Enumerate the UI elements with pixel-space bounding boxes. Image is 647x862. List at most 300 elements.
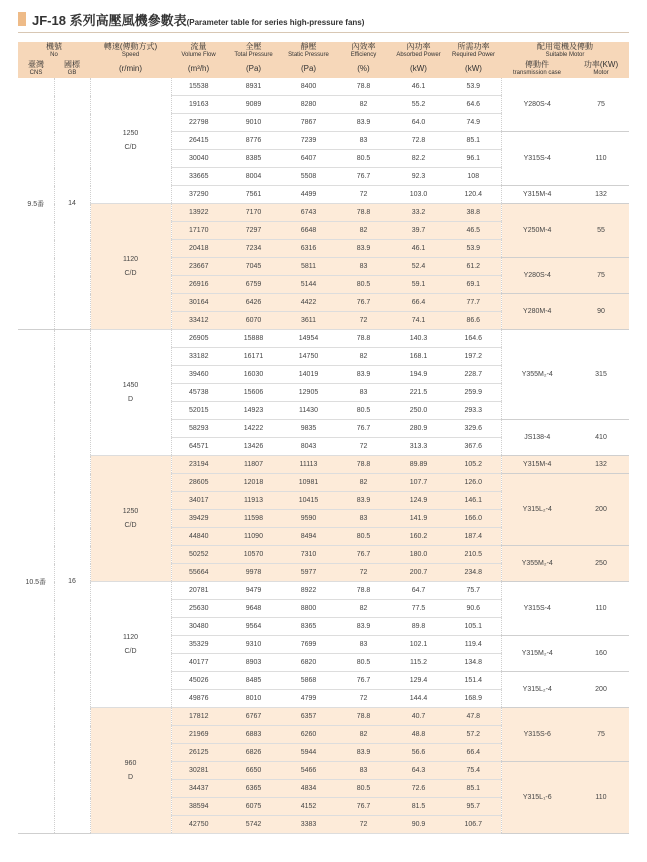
required-power-cell: 119.4	[446, 636, 501, 654]
transmission-model: Y315L₂-4	[501, 474, 573, 546]
absorbed-power-cell: 129.4	[391, 672, 446, 690]
header-flow: 流量 Volume Flow	[171, 42, 226, 60]
efficiency-cell: 76.7	[336, 546, 391, 564]
static-pressure-cell: 6260	[281, 726, 336, 744]
absorbed-power-cell: 115.2	[391, 654, 446, 672]
absorbed-power-cell: 46.1	[391, 78, 446, 96]
static-pressure-cell: 8365	[281, 618, 336, 636]
flow-cell: 26905	[171, 330, 226, 348]
absorbed-power-cell: 72.8	[391, 132, 446, 150]
absorbed-power-cell: 102.1	[391, 636, 446, 654]
total-pressure-cell: 16030	[226, 366, 281, 384]
motor-power: 200	[573, 474, 629, 546]
efficiency-cell: 82	[336, 726, 391, 744]
required-power-cell: 166.0	[446, 510, 501, 528]
static-pressure-cell: 5508	[281, 168, 336, 186]
static-pressure-cell: 4422	[281, 294, 336, 312]
total-pressure-cell: 7234	[226, 240, 281, 258]
required-power-cell: 47.8	[446, 708, 501, 726]
total-pressure-cell: 7045	[226, 258, 281, 276]
total-pressure-cell: 9010	[226, 114, 281, 132]
absorbed-power-cell: 200.7	[391, 564, 446, 582]
efficiency-cell: 72	[336, 564, 391, 582]
motor-power: 315	[573, 330, 629, 420]
fan-no-cns: 9.5番	[18, 78, 54, 330]
required-power-cell: 75.7	[446, 582, 501, 600]
title-accent-mark	[18, 12, 26, 26]
efficiency-cell: 83	[336, 132, 391, 150]
efficiency-cell: 82	[336, 96, 391, 114]
static-pressure-cell: 8494	[281, 528, 336, 546]
flow-cell: 50252	[171, 546, 226, 564]
absorbed-power-cell: 64.0	[391, 114, 446, 132]
absorbed-power-cell: 89.8	[391, 618, 446, 636]
flow-cell: 19163	[171, 96, 226, 114]
required-power-cell: 293.3	[446, 402, 501, 420]
absorbed-power-cell: 59.1	[391, 276, 446, 294]
required-power-cell: 61.2	[446, 258, 501, 276]
static-pressure-cell: 11113	[281, 456, 336, 474]
title-bar	[18, 10, 629, 28]
total-pressure-cell: 7297	[226, 222, 281, 240]
header-sp-unit: (Pa)	[281, 60, 336, 78]
efficiency-cell: 80.5	[336, 150, 391, 168]
flow-cell: 39460	[171, 366, 226, 384]
speed-value: 1450	[122, 381, 139, 389]
absorbed-power-cell: 77.5	[391, 600, 446, 618]
motor-power: 132	[573, 186, 629, 204]
efficiency-cell: 78.8	[336, 204, 391, 222]
total-pressure-cell: 11913	[226, 492, 281, 510]
flow-cell: 49876	[171, 690, 226, 708]
motor-power: 90	[573, 294, 629, 330]
efficiency-cell: 72	[336, 438, 391, 456]
total-pressure-cell: 11598	[226, 510, 281, 528]
required-power-cell: 53.9	[446, 240, 501, 258]
static-pressure-cell: 10415	[281, 492, 336, 510]
table-row	[18, 204, 629, 222]
absorbed-power-cell: 55.2	[391, 96, 446, 114]
motor-power: 160	[573, 636, 629, 672]
flow-cell: 26125	[171, 744, 226, 762]
drive-mode: C/D	[124, 143, 137, 151]
static-pressure-cell: 14750	[281, 348, 336, 366]
speed-value: 1250	[122, 507, 139, 515]
static-pressure-cell: 7239	[281, 132, 336, 150]
efficiency-cell: 76.7	[336, 420, 391, 438]
required-power-cell: 151.4	[446, 672, 501, 690]
table-body	[18, 78, 629, 834]
drive-mode: C/D	[124, 521, 137, 529]
speed-cell	[90, 204, 171, 330]
required-power-cell: 74.9	[446, 114, 501, 132]
total-pressure-cell: 14222	[226, 420, 281, 438]
required-power-cell: 108	[446, 168, 501, 186]
flow-cell: 20418	[171, 240, 226, 258]
static-pressure-cell: 7699	[281, 636, 336, 654]
total-pressure-cell: 6883	[226, 726, 281, 744]
efficiency-cell: 83	[336, 636, 391, 654]
transmission-model: JS138-4	[501, 420, 573, 456]
static-pressure-cell: 4499	[281, 186, 336, 204]
required-power-cell: 75.4	[446, 762, 501, 780]
total-pressure-cell: 8776	[226, 132, 281, 150]
absorbed-power-cell: 92.3	[391, 168, 446, 186]
efficiency-cell: 83	[336, 384, 391, 402]
flow-cell: 15538	[171, 78, 226, 96]
static-pressure-cell: 5977	[281, 564, 336, 582]
required-power-cell: 66.4	[446, 744, 501, 762]
total-pressure-cell: 9978	[226, 564, 281, 582]
total-pressure-cell: 6075	[226, 798, 281, 816]
required-power-cell: 86.6	[446, 312, 501, 330]
efficiency-cell: 78.8	[336, 582, 391, 600]
flow-cell: 64571	[171, 438, 226, 456]
transmission-model: Y315M-4	[501, 456, 573, 474]
efficiency-cell: 80.5	[336, 528, 391, 546]
total-pressure-cell: 9648	[226, 600, 281, 618]
absorbed-power-cell: 160.2	[391, 528, 446, 546]
required-power-cell: 126.0	[446, 474, 501, 492]
flow-cell: 26916	[171, 276, 226, 294]
flow-cell: 30040	[171, 150, 226, 168]
absorbed-power-cell: 46.1	[391, 240, 446, 258]
header-speed-unit: (r/min)	[90, 60, 171, 78]
efficiency-cell: 76.7	[336, 294, 391, 312]
required-power-cell: 53.9	[446, 78, 501, 96]
total-pressure-cell: 6767	[226, 708, 281, 726]
absorbed-power-cell: 144.4	[391, 690, 446, 708]
efficiency-cell: 83	[336, 258, 391, 276]
total-pressure-cell: 16171	[226, 348, 281, 366]
absorbed-power-cell: 40.7	[391, 708, 446, 726]
fan-no-gb: 14	[54, 78, 90, 330]
static-pressure-cell: 7867	[281, 114, 336, 132]
required-power-cell: 77.7	[446, 294, 501, 312]
efficiency-cell: 83.9	[336, 240, 391, 258]
required-power-cell: 146.1	[446, 492, 501, 510]
flow-cell: 37290	[171, 186, 226, 204]
motor-power: 75	[573, 708, 629, 762]
speed-cell	[90, 708, 171, 834]
absorbed-power-cell: 39.7	[391, 222, 446, 240]
flow-cell: 23667	[171, 258, 226, 276]
required-power-cell: 96.1	[446, 150, 501, 168]
motor-power: 110	[573, 132, 629, 186]
flow-cell: 58293	[171, 420, 226, 438]
header-efficiency: 內效率 Efficiency	[336, 42, 391, 60]
header-transmission: 傳動件 transmission case	[501, 60, 573, 78]
absorbed-power-cell: 64.3	[391, 762, 446, 780]
flow-cell: 45026	[171, 672, 226, 690]
static-pressure-cell: 6357	[281, 708, 336, 726]
efficiency-cell: 83.9	[336, 744, 391, 762]
total-pressure-cell: 8010	[226, 690, 281, 708]
table-row	[18, 78, 629, 96]
parameter-table	[18, 42, 629, 834]
transmission-model: Y315M-4	[501, 186, 573, 204]
header-absorbed-power: 內功率 Absorbed Power	[391, 42, 446, 60]
efficiency-cell: 76.7	[336, 798, 391, 816]
header-no: 機號 No	[18, 42, 90, 60]
required-power-cell: 69.1	[446, 276, 501, 294]
absorbed-power-cell: 140.3	[391, 330, 446, 348]
absorbed-power-cell: 52.4	[391, 258, 446, 276]
flow-cell: 33182	[171, 348, 226, 366]
absorbed-power-cell: 72.6	[391, 780, 446, 798]
motor-power: 110	[573, 762, 629, 834]
header-gb: 國標 GB	[54, 60, 90, 78]
table-row	[18, 456, 629, 474]
total-pressure-cell: 11090	[226, 528, 281, 546]
required-power-cell: 329.6	[446, 420, 501, 438]
static-pressure-cell: 14019	[281, 366, 336, 384]
total-pressure-cell: 15606	[226, 384, 281, 402]
header-motor-power: 功率(KW) Motor	[573, 60, 629, 78]
table-row	[18, 330, 629, 348]
efficiency-cell: 82	[336, 474, 391, 492]
static-pressure-cell: 8922	[281, 582, 336, 600]
static-pressure-cell: 6820	[281, 654, 336, 672]
speed-value: 1120	[122, 255, 139, 263]
absorbed-power-cell: 33.2	[391, 204, 446, 222]
flow-cell: 44840	[171, 528, 226, 546]
required-power-cell: 164.6	[446, 330, 501, 348]
total-pressure-cell: 7170	[226, 204, 281, 222]
absorbed-power-cell: 124.9	[391, 492, 446, 510]
static-pressure-cell: 12905	[281, 384, 336, 402]
efficiency-cell: 83.9	[336, 366, 391, 384]
static-pressure-cell: 4799	[281, 690, 336, 708]
flow-cell: 17812	[171, 708, 226, 726]
static-pressure-cell: 5466	[281, 762, 336, 780]
absorbed-power-cell: 180.0	[391, 546, 446, 564]
required-power-cell: 168.9	[446, 690, 501, 708]
transmission-model: Y315S-4	[501, 582, 573, 636]
static-pressure-cell: 5811	[281, 258, 336, 276]
absorbed-power-cell: 107.7	[391, 474, 446, 492]
table-row	[18, 582, 629, 600]
static-pressure-cell: 8043	[281, 438, 336, 456]
header-static-pressure: 靜壓 Static Pressure	[281, 42, 336, 60]
absorbed-power-cell: 194.9	[391, 366, 446, 384]
header-speed: 轉速(傳動方式) Speed	[90, 42, 171, 60]
speed-cell	[90, 582, 171, 708]
transmission-model: Y355M₂-4	[501, 330, 573, 420]
efficiency-cell: 80.5	[336, 654, 391, 672]
flow-cell: 17170	[171, 222, 226, 240]
flow-cell: 34017	[171, 492, 226, 510]
efficiency-cell: 83.9	[336, 492, 391, 510]
drive-mode: C/D	[124, 269, 137, 277]
header-tp-unit: (Pa)	[226, 60, 281, 78]
total-pressure-cell: 14923	[226, 402, 281, 420]
required-power-cell: 187.4	[446, 528, 501, 546]
title-main: JF-18 系列高壓風機參數表	[32, 13, 187, 28]
required-power-cell: 259.9	[446, 384, 501, 402]
total-pressure-cell: 6826	[226, 744, 281, 762]
total-pressure-cell: 6650	[226, 762, 281, 780]
transmission-model: Y315S-6	[501, 708, 573, 762]
static-pressure-cell: 6648	[281, 222, 336, 240]
total-pressure-cell: 12018	[226, 474, 281, 492]
absorbed-power-cell: 82.2	[391, 150, 446, 168]
motor-power: 132	[573, 456, 629, 474]
total-pressure-cell: 6426	[226, 294, 281, 312]
header-flow-unit: (m³/h)	[171, 60, 226, 78]
total-pressure-cell: 8903	[226, 654, 281, 672]
flow-cell: 26415	[171, 132, 226, 150]
static-pressure-cell: 8800	[281, 600, 336, 618]
absorbed-power-cell: 313.3	[391, 438, 446, 456]
efficiency-cell: 83.9	[336, 114, 391, 132]
motor-power: 55	[573, 204, 629, 258]
header-required-power: 所需功率 Required Power	[446, 42, 501, 60]
absorbed-power-cell: 81.5	[391, 798, 446, 816]
efficiency-cell: 72	[336, 816, 391, 834]
fan-no-gb: 16	[54, 330, 90, 834]
efficiency-cell: 80.5	[336, 780, 391, 798]
required-power-cell: 90.6	[446, 600, 501, 618]
total-pressure-cell: 5742	[226, 816, 281, 834]
transmission-model: Y315M₂-4	[501, 636, 573, 672]
total-pressure-cell: 9564	[226, 618, 281, 636]
transmission-model: Y355M₂-4	[501, 546, 573, 582]
flow-cell: 40177	[171, 654, 226, 672]
required-power-cell: 210.5	[446, 546, 501, 564]
static-pressure-cell: 8400	[281, 78, 336, 96]
total-pressure-cell: 15888	[226, 330, 281, 348]
fan-no-cns: 10.5番	[18, 330, 54, 834]
flow-cell: 28605	[171, 474, 226, 492]
static-pressure-cell: 8280	[281, 96, 336, 114]
static-pressure-cell: 14954	[281, 330, 336, 348]
flow-cell: 35329	[171, 636, 226, 654]
static-pressure-cell: 6743	[281, 204, 336, 222]
efficiency-cell: 78.8	[336, 330, 391, 348]
title-subtitle: (Parameter table for series high-pressure fans)	[186, 18, 365, 27]
efficiency-cell: 78.8	[336, 78, 391, 96]
required-power-cell: 95.7	[446, 798, 501, 816]
absorbed-power-cell: 103.0	[391, 186, 446, 204]
required-power-cell: 57.2	[446, 726, 501, 744]
static-pressure-cell: 5944	[281, 744, 336, 762]
total-pressure-cell: 6070	[226, 312, 281, 330]
motor-power: 250	[573, 546, 629, 582]
total-pressure-cell: 7561	[226, 186, 281, 204]
speed-value: 1120	[122, 633, 139, 641]
header-total-pressure: 全壓 Total Pressure	[226, 42, 281, 60]
total-pressure-cell: 9310	[226, 636, 281, 654]
flow-cell: 21969	[171, 726, 226, 744]
speed-cell	[90, 456, 171, 582]
required-power-cell: 105.2	[446, 456, 501, 474]
static-pressure-cell: 7310	[281, 546, 336, 564]
required-power-cell: 105.1	[446, 618, 501, 636]
absorbed-power-cell: 168.1	[391, 348, 446, 366]
absorbed-power-cell: 48.8	[391, 726, 446, 744]
static-pressure-cell: 6316	[281, 240, 336, 258]
motor-power: 75	[573, 258, 629, 294]
required-power-cell: 120.4	[446, 186, 501, 204]
efficiency-cell: 83	[336, 510, 391, 528]
required-power-cell: 46.5	[446, 222, 501, 240]
flow-cell: 30164	[171, 294, 226, 312]
drive-mode: D	[127, 395, 134, 403]
static-pressure-cell: 3611	[281, 312, 336, 330]
total-pressure-cell: 9089	[226, 96, 281, 114]
flow-cell: 52015	[171, 402, 226, 420]
required-power-cell: 228.7	[446, 366, 501, 384]
static-pressure-cell: 11430	[281, 402, 336, 420]
motor-power: 75	[573, 78, 629, 132]
absorbed-power-cell: 64.7	[391, 582, 446, 600]
motor-power: 410	[573, 420, 629, 456]
static-pressure-cell: 10981	[281, 474, 336, 492]
flow-cell: 30480	[171, 618, 226, 636]
flow-cell: 33665	[171, 168, 226, 186]
speed-value: 960	[124, 759, 137, 767]
absorbed-power-cell: 66.4	[391, 294, 446, 312]
absorbed-power-cell: 90.9	[391, 816, 446, 834]
header-rp-unit: (kW)	[446, 60, 501, 78]
flow-cell: 38594	[171, 798, 226, 816]
total-pressure-cell: 6759	[226, 276, 281, 294]
total-pressure-cell: 10570	[226, 546, 281, 564]
transmission-model: Y315L₁-6	[501, 762, 573, 834]
efficiency-cell: 72	[336, 312, 391, 330]
transmission-model: Y315L₂-4	[501, 672, 573, 708]
speed-cell	[90, 78, 171, 204]
absorbed-power-cell: 250.0	[391, 402, 446, 420]
transmission-model: Y280S-4	[501, 258, 573, 294]
absorbed-power-cell: 221.5	[391, 384, 446, 402]
absorbed-power-cell: 280.9	[391, 420, 446, 438]
flow-cell: 22798	[171, 114, 226, 132]
required-power-cell: 234.8	[446, 564, 501, 582]
efficiency-cell: 72	[336, 186, 391, 204]
absorbed-power-cell: 141.9	[391, 510, 446, 528]
efficiency-cell: 83.9	[336, 618, 391, 636]
efficiency-cell: 76.7	[336, 672, 391, 690]
total-pressure-cell: 8485	[226, 672, 281, 690]
page-title	[32, 10, 364, 29]
total-pressure-cell: 13426	[226, 438, 281, 456]
transmission-model: Y280M-4	[501, 294, 573, 330]
required-power-cell: 85.1	[446, 780, 501, 798]
required-power-cell: 85.1	[446, 132, 501, 150]
absorbed-power-cell: 89.89	[391, 456, 446, 474]
flow-cell: 23194	[171, 456, 226, 474]
static-pressure-cell: 9835	[281, 420, 336, 438]
flow-cell: 55664	[171, 564, 226, 582]
total-pressure-cell: 11807	[226, 456, 281, 474]
efficiency-cell: 82	[336, 600, 391, 618]
speed-value: 1250	[122, 129, 139, 137]
drive-mode: D	[127, 773, 134, 781]
total-pressure-cell: 6365	[226, 780, 281, 798]
static-pressure-cell: 4834	[281, 780, 336, 798]
table-row	[18, 708, 629, 726]
required-power-cell: 64.6	[446, 96, 501, 114]
flow-cell: 45738	[171, 384, 226, 402]
absorbed-power-cell: 74.1	[391, 312, 446, 330]
motor-power: 200	[573, 672, 629, 708]
static-pressure-cell: 6407	[281, 150, 336, 168]
efficiency-cell: 78.8	[336, 456, 391, 474]
total-pressure-cell: 9479	[226, 582, 281, 600]
efficiency-cell: 72	[336, 690, 391, 708]
